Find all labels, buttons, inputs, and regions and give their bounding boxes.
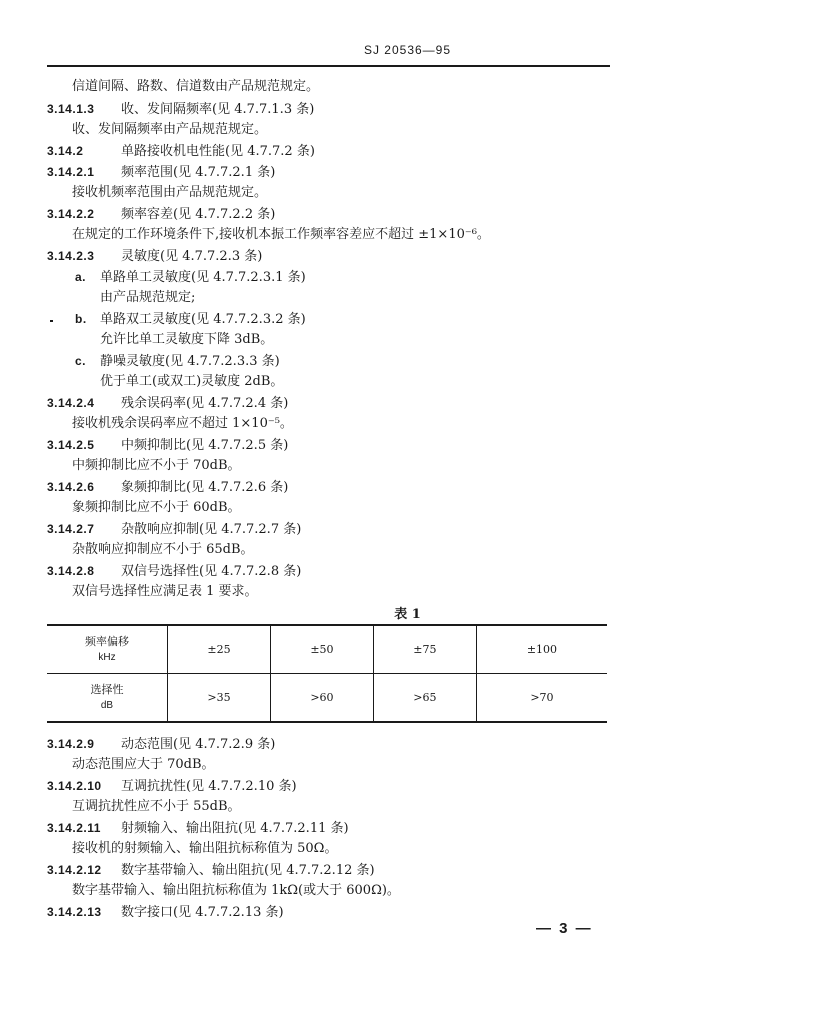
text-line bbox=[47, 903, 284, 922]
text-line bbox=[47, 562, 301, 581]
standard-number-header: SJ 20536—95 bbox=[363, 43, 452, 57]
table-cell: ±50 bbox=[270, 625, 373, 674]
table-row bbox=[47, 674, 607, 723]
clause-title: 单路双工灵敏度(见 4.7.7.2.3.2 条) bbox=[100, 312, 306, 327]
clause-title: 单路单工灵敏度(见 4.7.7.2.3.1 条) bbox=[100, 270, 306, 285]
text-line bbox=[47, 819, 349, 838]
clause-title: 收、发间隔频率(见 4.7.7.1.3 条) bbox=[121, 102, 315, 117]
paragraph-text: 在规定的工作环境条件下,接收机本振工作频率容差应不超过 ±1×10⁻⁶。 bbox=[72, 227, 490, 242]
row-header: 选择性 dB bbox=[47, 674, 168, 723]
clause-number: 3.14.2.2 bbox=[47, 207, 95, 221]
list-marker: b. bbox=[75, 312, 87, 326]
text-line bbox=[47, 735, 275, 754]
row-header: 频率偏移 kHz bbox=[47, 625, 168, 674]
paragraph-text: 双信号选择性应满足表 1 要求。 bbox=[72, 584, 258, 599]
paragraph-text: 优于单工(或双工)灵敏度 2dB。 bbox=[100, 374, 284, 389]
table-cell: >70 bbox=[476, 674, 607, 723]
clause-title: 频率范围(见 4.7.7.2.1 条) bbox=[121, 165, 276, 180]
text-line bbox=[47, 436, 288, 455]
paragraph-text: 信道间隔、路数、信道数由产品规范规定。 bbox=[72, 79, 320, 94]
clause-number: 3.14.1.3 bbox=[47, 102, 95, 116]
text-line bbox=[47, 861, 375, 880]
clause-number: 3.14.2.7 bbox=[47, 522, 95, 536]
list-marker: c. bbox=[75, 354, 87, 368]
clause-title: 数字基带输入、输出阻抗(见 4.7.7.2.12 条) bbox=[121, 863, 375, 878]
clause-title: 杂散响应抑制(见 4.7.7.2.7 条) bbox=[121, 522, 302, 537]
margin-mark bbox=[50, 320, 53, 322]
table-cell: >65 bbox=[373, 674, 476, 723]
clause-number: 3.14.2 bbox=[47, 144, 84, 158]
clause-number: 3.14.2.6 bbox=[47, 480, 95, 494]
page-number: — 3 — bbox=[536, 920, 593, 937]
text-line bbox=[47, 247, 262, 266]
clause-number: 3.14.2.11 bbox=[47, 821, 101, 835]
clause-title: 互调抗扰性(见 4.7.7.2.10 条) bbox=[121, 779, 297, 794]
clause-title: 射频输入、输出阻抗(见 4.7.7.2.11 条) bbox=[121, 821, 349, 836]
table-row bbox=[47, 625, 607, 674]
text-line bbox=[75, 310, 306, 329]
selectivity-table bbox=[47, 624, 607, 723]
clause-number: 3.14.2.12 bbox=[47, 863, 102, 877]
clause-number: 3.14.2.5 bbox=[47, 438, 95, 452]
table-cell: ±25 bbox=[168, 625, 271, 674]
clause-title: 中频抑制比(见 4.7.7.2.5 条) bbox=[121, 438, 289, 453]
paragraph-text: 象频抑制比应不小于 60dB。 bbox=[72, 500, 241, 515]
header-rule bbox=[47, 65, 610, 67]
paragraph-text: 接收机残余误码率应不超过 1×10⁻⁵。 bbox=[72, 416, 293, 431]
paragraph-text: 允许比单工灵敏度下降 3dB。 bbox=[100, 332, 274, 347]
paragraph-text: 接收机的射频输入、输出阻抗标称值为 50Ω。 bbox=[72, 841, 338, 856]
paragraph-text: 互调抗扰性应不小于 55dB。 bbox=[72, 799, 241, 814]
clause-number: 3.14.2.13 bbox=[47, 905, 102, 919]
paragraph-text: 由产品规范规定; bbox=[100, 290, 196, 305]
table-cell: >35 bbox=[168, 674, 271, 723]
clause-number: 3.14.2.9 bbox=[47, 737, 95, 751]
clause-title: 动态范围(见 4.7.7.2.9 条) bbox=[121, 737, 276, 752]
clause-title: 单路接收机电性能(见 4.7.7.2 条) bbox=[121, 144, 315, 159]
clause-number: 3.14.2.8 bbox=[47, 564, 95, 578]
text-line bbox=[75, 352, 280, 371]
clause-number: 3.14.2.10 bbox=[47, 779, 102, 793]
paragraph-text: 中频抑制比应不小于 70dB。 bbox=[72, 458, 241, 473]
clause-title: 频率容差(见 4.7.7.2.2 条) bbox=[121, 207, 276, 222]
paragraph-text: 收、发间隔频率由产品规范规定。 bbox=[72, 122, 268, 137]
clause-title: 象频抑制比(见 4.7.7.2.6 条) bbox=[121, 480, 289, 495]
clause-title: 双信号选择性(见 4.7.7.2.8 条) bbox=[121, 564, 302, 579]
clause-number: 3.14.2.4 bbox=[47, 396, 95, 410]
paragraph-text: 数字基带输入、输出阻抗标称值为 1kΩ(或大于 600Ω)。 bbox=[72, 883, 400, 898]
paragraph-text: 杂散响应抑制应不小于 65dB。 bbox=[72, 542, 254, 557]
clause-title: 静噪灵敏度(见 4.7.7.2.3.3 条) bbox=[100, 354, 280, 369]
text-line bbox=[47, 205, 275, 224]
text-line bbox=[47, 163, 275, 182]
table-caption: 表 1 bbox=[394, 607, 421, 622]
text-line bbox=[47, 777, 297, 796]
clause-number: 3.14.2.1 bbox=[47, 165, 95, 179]
clause-title: 残余误码率(见 4.7.7.2.4 条) bbox=[121, 396, 289, 411]
text-line bbox=[75, 268, 306, 287]
clause-number: 3.14.2.3 bbox=[47, 249, 95, 263]
text-line bbox=[47, 478, 288, 497]
paragraph-text: 动态范围应大于 70dB。 bbox=[72, 757, 215, 772]
list-marker: a. bbox=[75, 270, 87, 284]
text-line bbox=[47, 142, 315, 161]
text-line bbox=[47, 520, 301, 539]
clause-title: 灵敏度(见 4.7.7.2.3 条) bbox=[121, 249, 263, 264]
text-line bbox=[47, 100, 314, 119]
clause-title: 数字接口(见 4.7.7.2.13 条) bbox=[121, 905, 284, 920]
table-cell: >60 bbox=[270, 674, 373, 723]
text-line bbox=[47, 394, 288, 413]
table-cell: ±75 bbox=[373, 625, 476, 674]
table-cell: ±100 bbox=[476, 625, 607, 674]
paragraph-text: 接收机频率范围由产品规范规定。 bbox=[72, 185, 268, 200]
